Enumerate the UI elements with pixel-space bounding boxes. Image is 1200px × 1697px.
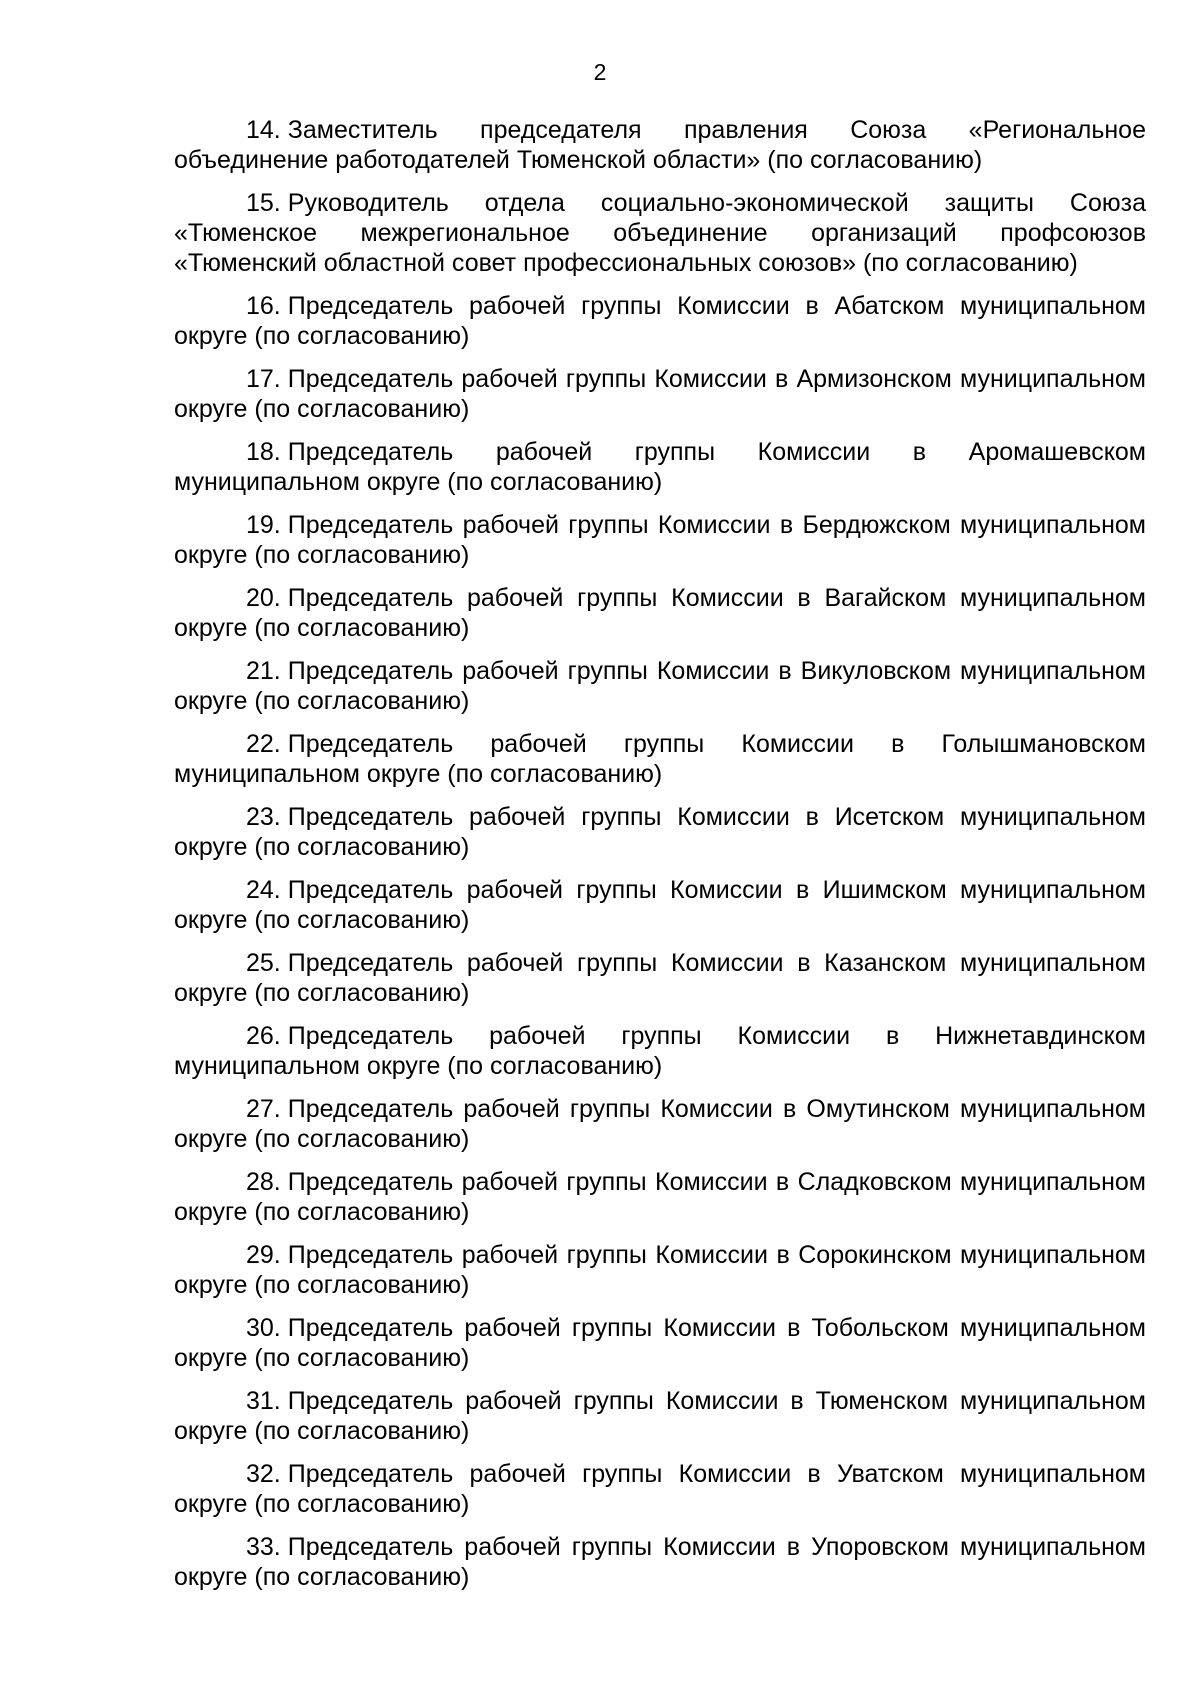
item-text: Председатель рабочей группы Комиссии в Вагайском муниципальном округе (по согласованию) (174, 584, 1146, 642)
list-item (174, 1313, 1146, 1373)
list-item (174, 1240, 1146, 1300)
item-number: 15. (246, 189, 281, 217)
list-item (174, 364, 1146, 424)
item-text: Председатель рабочей группы Комиссии в Абатском муниципальном округе (по согласованию) (174, 292, 1146, 350)
item-text: Руководитель отдела социально-экономической защиты Союза «Тюменское межрегиональное объединение организаций профсоюзов «Тюменский областной совет профессиональных союзов» (по согласованию) (174, 189, 1146, 277)
item-text: Председатель рабочей группы Комиссии в Нижнетавдинском муниципальном округе (по согласованию) (174, 1022, 1146, 1080)
item-text: Председатель рабочей группы Комиссии в Аромашевском муниципальном округе (по согласованию) (174, 438, 1146, 496)
item-number: 25. (246, 949, 281, 977)
item-number: 23. (246, 803, 281, 831)
item-number: 22. (246, 730, 281, 758)
item-text: Председатель рабочей группы Комиссии в Викуловском муниципальном округе (по согласованию) (174, 657, 1146, 715)
list-item (174, 510, 1146, 570)
item-number: 14. (246, 116, 281, 144)
item-number: 27. (246, 1095, 281, 1123)
item-text: Председатель рабочей группы Комиссии в Упоровском муниципальном округе (по согласованию) (174, 1533, 1146, 1591)
list-item (174, 948, 1146, 1008)
item-number: 21. (246, 657, 281, 685)
item-number: 26. (246, 1022, 281, 1050)
list-item (174, 875, 1146, 935)
item-number: 30. (246, 1314, 281, 1342)
item-number: 18. (246, 438, 281, 466)
item-text: Председатель рабочей группы Комиссии в Омутинском муниципальном округе (по согласованию) (174, 1095, 1146, 1153)
item-number: 20. (246, 584, 281, 612)
item-text: Председатель рабочей группы Комиссии в Голышмановском муниципальном округе (по согласованию) (174, 730, 1146, 788)
item-text: Председатель рабочей группы Комиссии в Сорокинском муниципальном округе (по согласованию) (174, 1241, 1146, 1299)
item-text: Председатель рабочей группы Комиссии в Ишимском муниципальном округе (по согласованию) (174, 876, 1146, 934)
item-text: Председатель рабочей группы Комиссии в Тобольском муниципальном округе (по согласованию) (174, 1314, 1146, 1372)
list-item (174, 437, 1146, 497)
item-text: Председатель рабочей группы Комиссии в Исетском муниципальном округе (по согласованию) (174, 803, 1146, 861)
item-number: 24. (246, 876, 281, 904)
item-text: Председатель рабочей группы Комиссии в Тюменском муниципальном округе (по согласованию) (174, 1387, 1146, 1445)
list-item (174, 1167, 1146, 1227)
item-number: 33. (246, 1533, 281, 1561)
item-number: 17. (246, 365, 281, 393)
item-text: Председатель рабочей группы Комиссии в Казанском муниципальном округе (по согласованию) (174, 949, 1146, 1007)
members-list (174, 115, 1146, 1605)
item-number: 16. (246, 292, 281, 320)
item-number: 19. (246, 511, 281, 539)
item-number: 29. (246, 1241, 281, 1269)
list-item (174, 188, 1146, 278)
item-number: 28. (246, 1168, 281, 1196)
list-item (174, 656, 1146, 716)
list-item (174, 1021, 1146, 1081)
list-item (174, 1386, 1146, 1446)
item-number: 31. (246, 1387, 281, 1415)
list-item (174, 729, 1146, 789)
item-text: Председатель рабочей группы Комиссии в Армизонском муниципальном округе (по согласованию) (174, 365, 1146, 423)
item-text: Председатель рабочей группы Комиссии в Сладковском муниципальном округе (по согласованию) (174, 1168, 1146, 1226)
list-item (174, 291, 1146, 351)
item-number: 32. (246, 1460, 281, 1488)
item-text: Заместитель председателя правления Союза «Региональное объединение работодателей Тюменской области» (по согласованию) (174, 116, 1146, 174)
page-number: 2 (593, 59, 607, 85)
list-item (174, 583, 1146, 643)
list-item (174, 1094, 1146, 1154)
item-text: Председатель рабочей группы Комиссии в Уватском муниципальном округе (по согласованию) (174, 1460, 1146, 1518)
list-item (174, 1532, 1146, 1592)
list-item (174, 115, 1146, 175)
list-item (174, 802, 1146, 862)
item-text: Председатель рабочей группы Комиссии в Бердюжском муниципальном округе (по согласованию) (174, 511, 1146, 569)
list-item (174, 1459, 1146, 1519)
